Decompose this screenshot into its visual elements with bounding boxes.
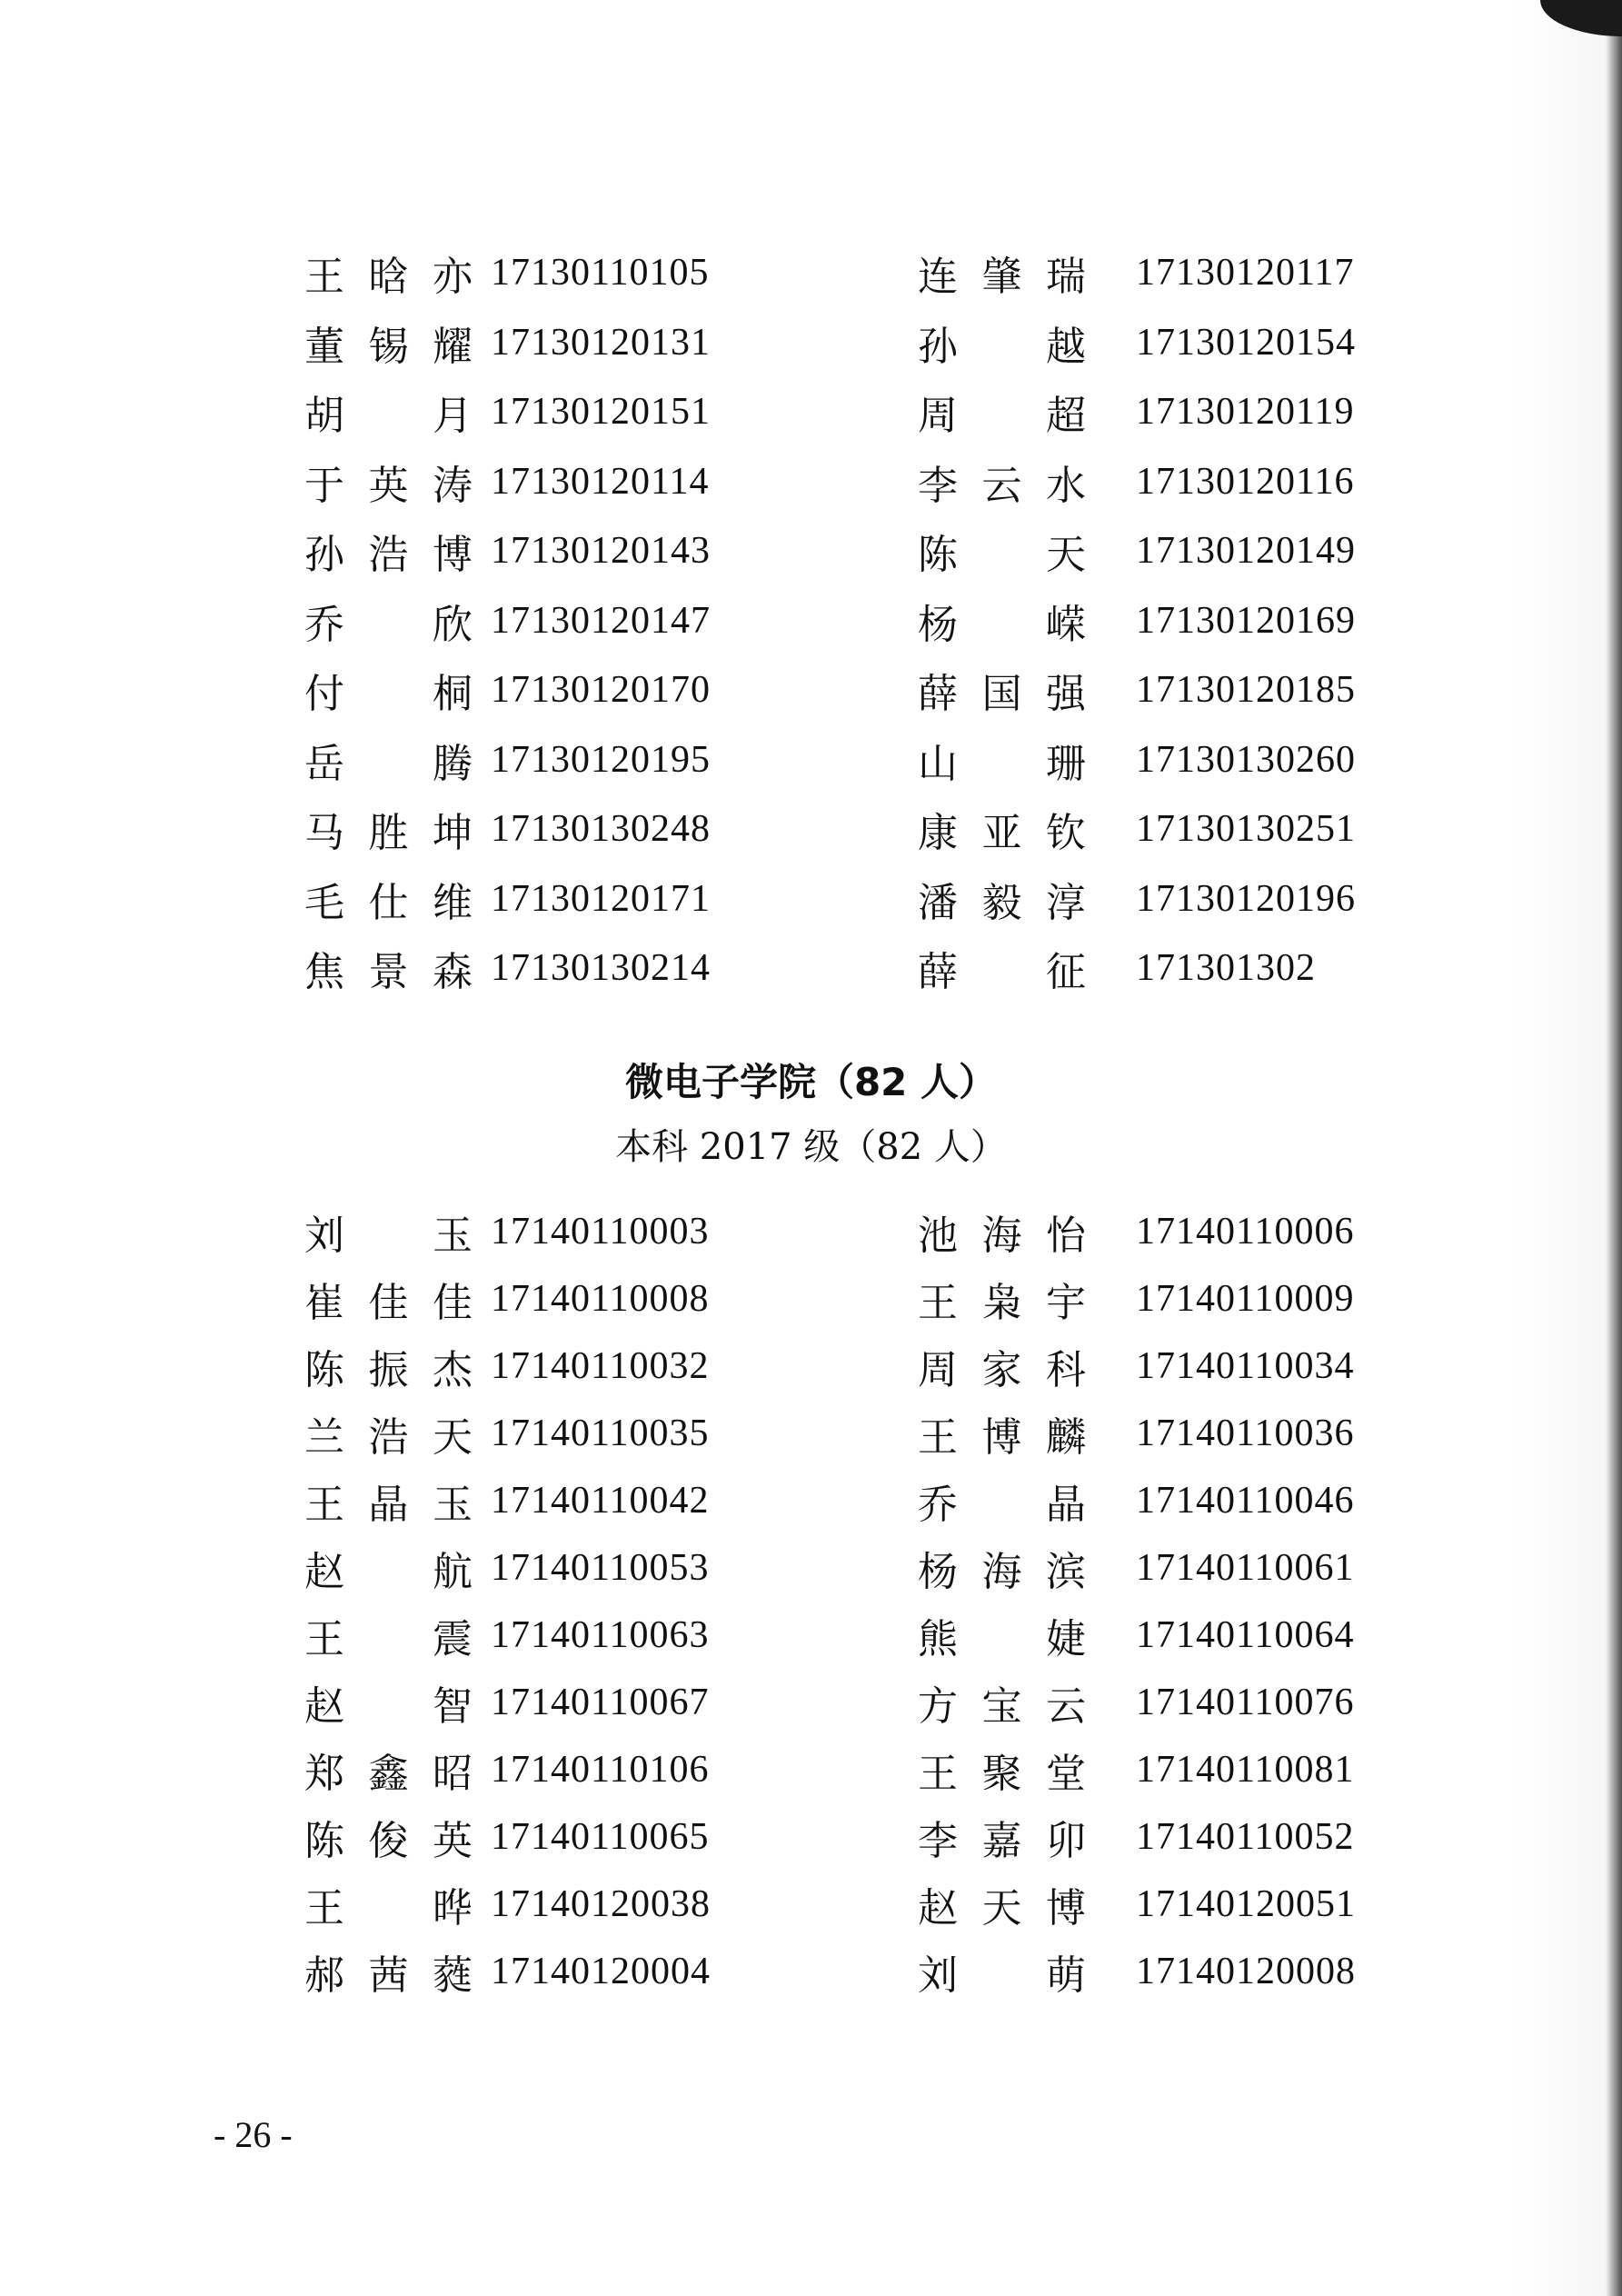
student-id: 17130120151 [491, 391, 711, 433]
name-char: 李 [918, 462, 958, 509]
student-row [300, 454, 1390, 524]
name-char: 马 [304, 810, 344, 856]
student-id: 17140110046 [1136, 1480, 1355, 1522]
student-name [304, 1339, 473, 1393]
student-id: 17130120116 [1136, 460, 1355, 503]
student-id: 17140110065 [491, 1816, 710, 1858]
name-char: 连 [918, 254, 958, 300]
student-name [304, 524, 473, 578]
name-char: 周 [918, 393, 958, 439]
student-row [300, 733, 1390, 803]
student-name [304, 1541, 473, 1595]
name-char: 越 [1046, 323, 1086, 370]
student-row [300, 663, 1390, 733]
student-row [300, 384, 1390, 454]
name-char: 于 [304, 462, 344, 509]
name-char: 卯 [1046, 1818, 1086, 1864]
name-char: 亦 [433, 254, 473, 300]
student-name [918, 454, 1086, 509]
student-name [304, 663, 473, 717]
name-char: 博 [433, 532, 473, 578]
name-char: 博 [981, 1414, 1022, 1461]
student-row [300, 1406, 1390, 1473]
name-char: 王 [918, 1414, 958, 1461]
student-id: 17130120143 [491, 530, 711, 572]
student-name [918, 1944, 1086, 1999]
name-char: 郑 [304, 1751, 344, 1797]
student-row [300, 1541, 1390, 1608]
student-name [918, 315, 1086, 370]
name-char: 王 [918, 1751, 958, 1797]
student-name [304, 941, 473, 995]
student-name [304, 802, 473, 856]
name-char: 国 [981, 671, 1022, 717]
name-char: 玉 [433, 1213, 473, 1259]
student-name [304, 315, 473, 370]
student-name [918, 1339, 1086, 1393]
student-name [918, 872, 1086, 926]
name-char: 振 [368, 1347, 409, 1393]
name-char: 涛 [433, 462, 473, 509]
name-char: 嘉 [981, 1818, 1022, 1864]
name-char: 超 [1046, 393, 1086, 439]
student-row [300, 1473, 1390, 1541]
name-char: 航 [433, 1549, 473, 1595]
name-char: 茜 [368, 1952, 409, 1999]
student-id: 17130120154 [1136, 321, 1356, 364]
student-name [304, 733, 473, 787]
student-name [918, 1406, 1086, 1461]
name-char: 云 [981, 462, 1022, 509]
student-id: 17140110081 [1136, 1749, 1355, 1791]
name-char: 李 [918, 1818, 958, 1864]
student-name [304, 1473, 473, 1528]
name-char: 刘 [304, 1213, 344, 1259]
student-row [300, 872, 1390, 942]
page-number: - 26 - [214, 2114, 293, 2155]
student-name [304, 594, 473, 648]
student-row [300, 802, 1390, 872]
name-char: 博 [1046, 1885, 1086, 1932]
name-char: 萌 [1046, 1952, 1086, 1999]
name-char: 薛 [918, 671, 958, 717]
student-row [300, 1204, 1390, 1272]
name-char: 聚 [981, 1751, 1022, 1797]
student-id: 17140110064 [1136, 1614, 1355, 1656]
student-name [304, 872, 473, 926]
student-row [300, 1339, 1390, 1406]
name-char: 天 [981, 1885, 1022, 1932]
name-char: 赵 [304, 1549, 344, 1595]
name-char: 池 [918, 1213, 958, 1259]
name-char: 孙 [918, 323, 958, 370]
name-char: 杰 [433, 1347, 473, 1393]
student-name [304, 384, 473, 439]
student-name [918, 1742, 1086, 1797]
student-row [300, 1742, 1390, 1810]
name-char: 森 [433, 949, 473, 995]
student-id: 17140120051 [1136, 1883, 1356, 1925]
name-char: 钦 [1046, 810, 1086, 856]
name-char: 潘 [918, 879, 958, 926]
name-char: 强 [1046, 671, 1086, 717]
name-char: 王 [304, 1482, 344, 1528]
name-char: 刘 [918, 1952, 958, 1999]
name-char: 宝 [981, 1683, 1022, 1730]
student-row [300, 1675, 1390, 1742]
name-char: 征 [1046, 949, 1086, 995]
student-name [918, 1608, 1086, 1662]
student-id: 17130120196 [1136, 877, 1356, 920]
student-name [918, 594, 1086, 648]
student-row [300, 1877, 1390, 1944]
student-row [300, 941, 1390, 1011]
student-id: 17140120008 [1136, 1951, 1356, 1992]
student-row [300, 1810, 1390, 1877]
name-char: 景 [368, 949, 409, 995]
student-id: 17140110076 [1136, 1682, 1355, 1723]
name-char: 晔 [433, 1885, 473, 1932]
name-char: 枭 [981, 1280, 1022, 1326]
name-char: 杨 [918, 1549, 958, 1595]
student-row [300, 1272, 1390, 1339]
student-id: 17130120149 [1136, 530, 1356, 572]
name-char: 麟 [1046, 1414, 1086, 1461]
student-row [300, 315, 1390, 385]
name-char: 山 [918, 740, 958, 787]
name-char: 陈 [918, 532, 958, 578]
name-char: 婕 [1046, 1616, 1086, 1662]
student-name [918, 1473, 1086, 1528]
name-char: 岳 [304, 740, 344, 787]
student-id: 17140110067 [491, 1682, 710, 1723]
student-name [304, 1608, 473, 1662]
student-id: 17140110032 [491, 1345, 710, 1387]
student-id: 17130120171 [491, 877, 711, 920]
name-char: 亚 [981, 810, 1022, 856]
name-char: 晗 [368, 254, 409, 300]
name-char: 云 [1046, 1683, 1086, 1730]
student-id: 17140110006 [1136, 1211, 1355, 1253]
student-id: 17140120038 [491, 1883, 711, 1925]
student-id: 17130120114 [491, 460, 710, 503]
student-id: 17140110053 [491, 1547, 710, 1589]
student-id: 17140110009 [1136, 1278, 1355, 1320]
name-char: 薛 [918, 949, 958, 995]
name-char: 周 [918, 1347, 958, 1393]
name-char: 毛 [304, 879, 344, 926]
name-char: 耀 [433, 323, 473, 370]
name-char: 胜 [368, 810, 409, 856]
student-id: 17130120195 [491, 738, 711, 781]
grade-subheading: 本科 2017 级（82 人） [615, 1126, 1007, 1168]
name-char: 玉 [433, 1482, 473, 1528]
name-char: 佳 [368, 1280, 409, 1326]
student-name [918, 1675, 1086, 1730]
name-char: 王 [304, 254, 344, 300]
name-char: 月 [433, 393, 473, 439]
student-row [300, 1608, 1390, 1675]
name-char: 赵 [304, 1683, 344, 1730]
student-name [304, 1944, 473, 1999]
name-char: 陈 [304, 1818, 344, 1864]
student-id: 17130120169 [1136, 599, 1356, 642]
student-id: 17130120131 [491, 321, 711, 364]
name-char: 英 [368, 462, 409, 509]
student-id: 17130120119 [1136, 391, 1355, 433]
student-id: 17140110003 [491, 1211, 710, 1253]
student-name [918, 663, 1086, 717]
student-id: 17140110034 [1136, 1345, 1355, 1387]
student-id: 171301302 [1136, 947, 1316, 989]
student-row [300, 245, 1390, 315]
student-id: 17140110052 [1136, 1816, 1355, 1858]
student-name [918, 1204, 1086, 1259]
student-name [918, 733, 1086, 787]
student-list-section-2 [300, 1204, 1390, 2011]
name-char: 怡 [1046, 1213, 1086, 1259]
student-name [918, 1810, 1086, 1864]
student-row [300, 524, 1390, 594]
student-id: 17140110036 [1136, 1413, 1355, 1454]
student-id: 17130120147 [491, 599, 711, 642]
student-id: 17130130248 [491, 808, 711, 850]
name-char: 天 [433, 1414, 473, 1461]
name-char: 英 [433, 1818, 473, 1864]
student-name [304, 1742, 473, 1797]
student-name [918, 941, 1086, 995]
name-char: 乔 [918, 1482, 958, 1528]
student-list-section-1 [300, 245, 1390, 1011]
student-id: 17130120170 [491, 669, 711, 711]
name-char: 水 [1046, 462, 1086, 509]
name-char: 王 [304, 1616, 344, 1662]
student-name [918, 1877, 1086, 1932]
student-id: 17130130214 [491, 947, 711, 989]
name-char: 瑞 [1046, 254, 1086, 300]
student-id: 17130110105 [491, 252, 710, 294]
name-char: 鑫 [368, 1751, 409, 1797]
name-char: 乔 [304, 601, 344, 648]
name-char: 震 [433, 1616, 473, 1662]
name-char: 海 [981, 1213, 1022, 1259]
student-name [918, 1541, 1086, 1595]
name-char: 焦 [304, 949, 344, 995]
student-id: 17130130260 [1136, 738, 1356, 781]
name-char: 郝 [304, 1952, 344, 1999]
name-char: 孙 [304, 532, 344, 578]
student-name [304, 1675, 473, 1730]
name-char: 科 [1046, 1347, 1086, 1393]
name-char: 毅 [981, 879, 1022, 926]
name-char: 赵 [918, 1885, 958, 1932]
name-char: 锡 [368, 323, 409, 370]
student-id: 17140110061 [1136, 1547, 1355, 1589]
name-char: 方 [918, 1683, 958, 1730]
student-name [918, 802, 1086, 856]
name-char: 智 [433, 1683, 473, 1730]
college-heading: 微电子学院（82 人） [624, 1060, 998, 1104]
name-char: 维 [433, 879, 473, 926]
student-id: 17130120185 [1136, 669, 1356, 711]
name-char: 王 [918, 1280, 958, 1326]
student-name [304, 1272, 473, 1326]
name-char: 崔 [304, 1280, 344, 1326]
name-char: 宇 [1046, 1280, 1086, 1326]
student-row [300, 594, 1390, 664]
name-char: 佳 [433, 1280, 473, 1326]
student-id: 17140110035 [491, 1413, 710, 1454]
name-char: 熊 [918, 1616, 958, 1662]
name-char: 珊 [1046, 740, 1086, 787]
name-char: 董 [304, 323, 344, 370]
student-name [918, 384, 1086, 439]
student-name [918, 245, 1086, 300]
name-char: 滨 [1046, 1549, 1086, 1595]
name-char: 海 [981, 1549, 1022, 1595]
student-name [918, 524, 1086, 578]
student-id: 17130120117 [1136, 252, 1355, 294]
name-char: 淳 [1046, 879, 1086, 926]
name-char: 王 [304, 1885, 344, 1932]
name-char: 陈 [304, 1347, 344, 1393]
name-char: 嵘 [1046, 601, 1086, 648]
student-id: 17130130251 [1136, 808, 1356, 850]
name-char: 昭 [433, 1751, 473, 1797]
name-char: 腾 [433, 740, 473, 787]
name-char: 付 [304, 671, 344, 717]
name-char: 肇 [981, 254, 1022, 300]
student-id: 17140110106 [491, 1749, 710, 1791]
student-id: 17140120004 [491, 1951, 711, 1992]
student-name [304, 1810, 473, 1864]
student-name [304, 1877, 473, 1932]
student-id: 17140110008 [491, 1278, 710, 1320]
name-char: 康 [918, 810, 958, 856]
name-char: 俊 [368, 1818, 409, 1864]
name-char: 天 [1046, 532, 1086, 578]
name-char: 欣 [433, 601, 473, 648]
student-name [918, 1272, 1086, 1326]
student-id: 17140110063 [491, 1614, 710, 1656]
name-char: 胡 [304, 393, 344, 439]
name-char: 堂 [1046, 1751, 1086, 1797]
name-char: 兰 [304, 1414, 344, 1461]
student-name [304, 245, 473, 300]
student-id: 17140110042 [491, 1480, 710, 1522]
student-name [304, 1406, 473, 1461]
name-char: 仕 [368, 879, 409, 926]
name-char: 桐 [433, 671, 473, 717]
name-char: 坤 [433, 810, 473, 856]
student-row [300, 1944, 1390, 2011]
name-char: 蕤 [433, 1952, 473, 1999]
name-char: 晶 [368, 1482, 409, 1528]
name-char: 浩 [368, 532, 409, 578]
student-name [304, 454, 473, 509]
student-name [304, 1204, 473, 1259]
name-char: 浩 [368, 1414, 409, 1461]
name-char: 杨 [918, 601, 958, 648]
name-char: 家 [981, 1347, 1022, 1393]
name-char: 晶 [1046, 1482, 1086, 1528]
